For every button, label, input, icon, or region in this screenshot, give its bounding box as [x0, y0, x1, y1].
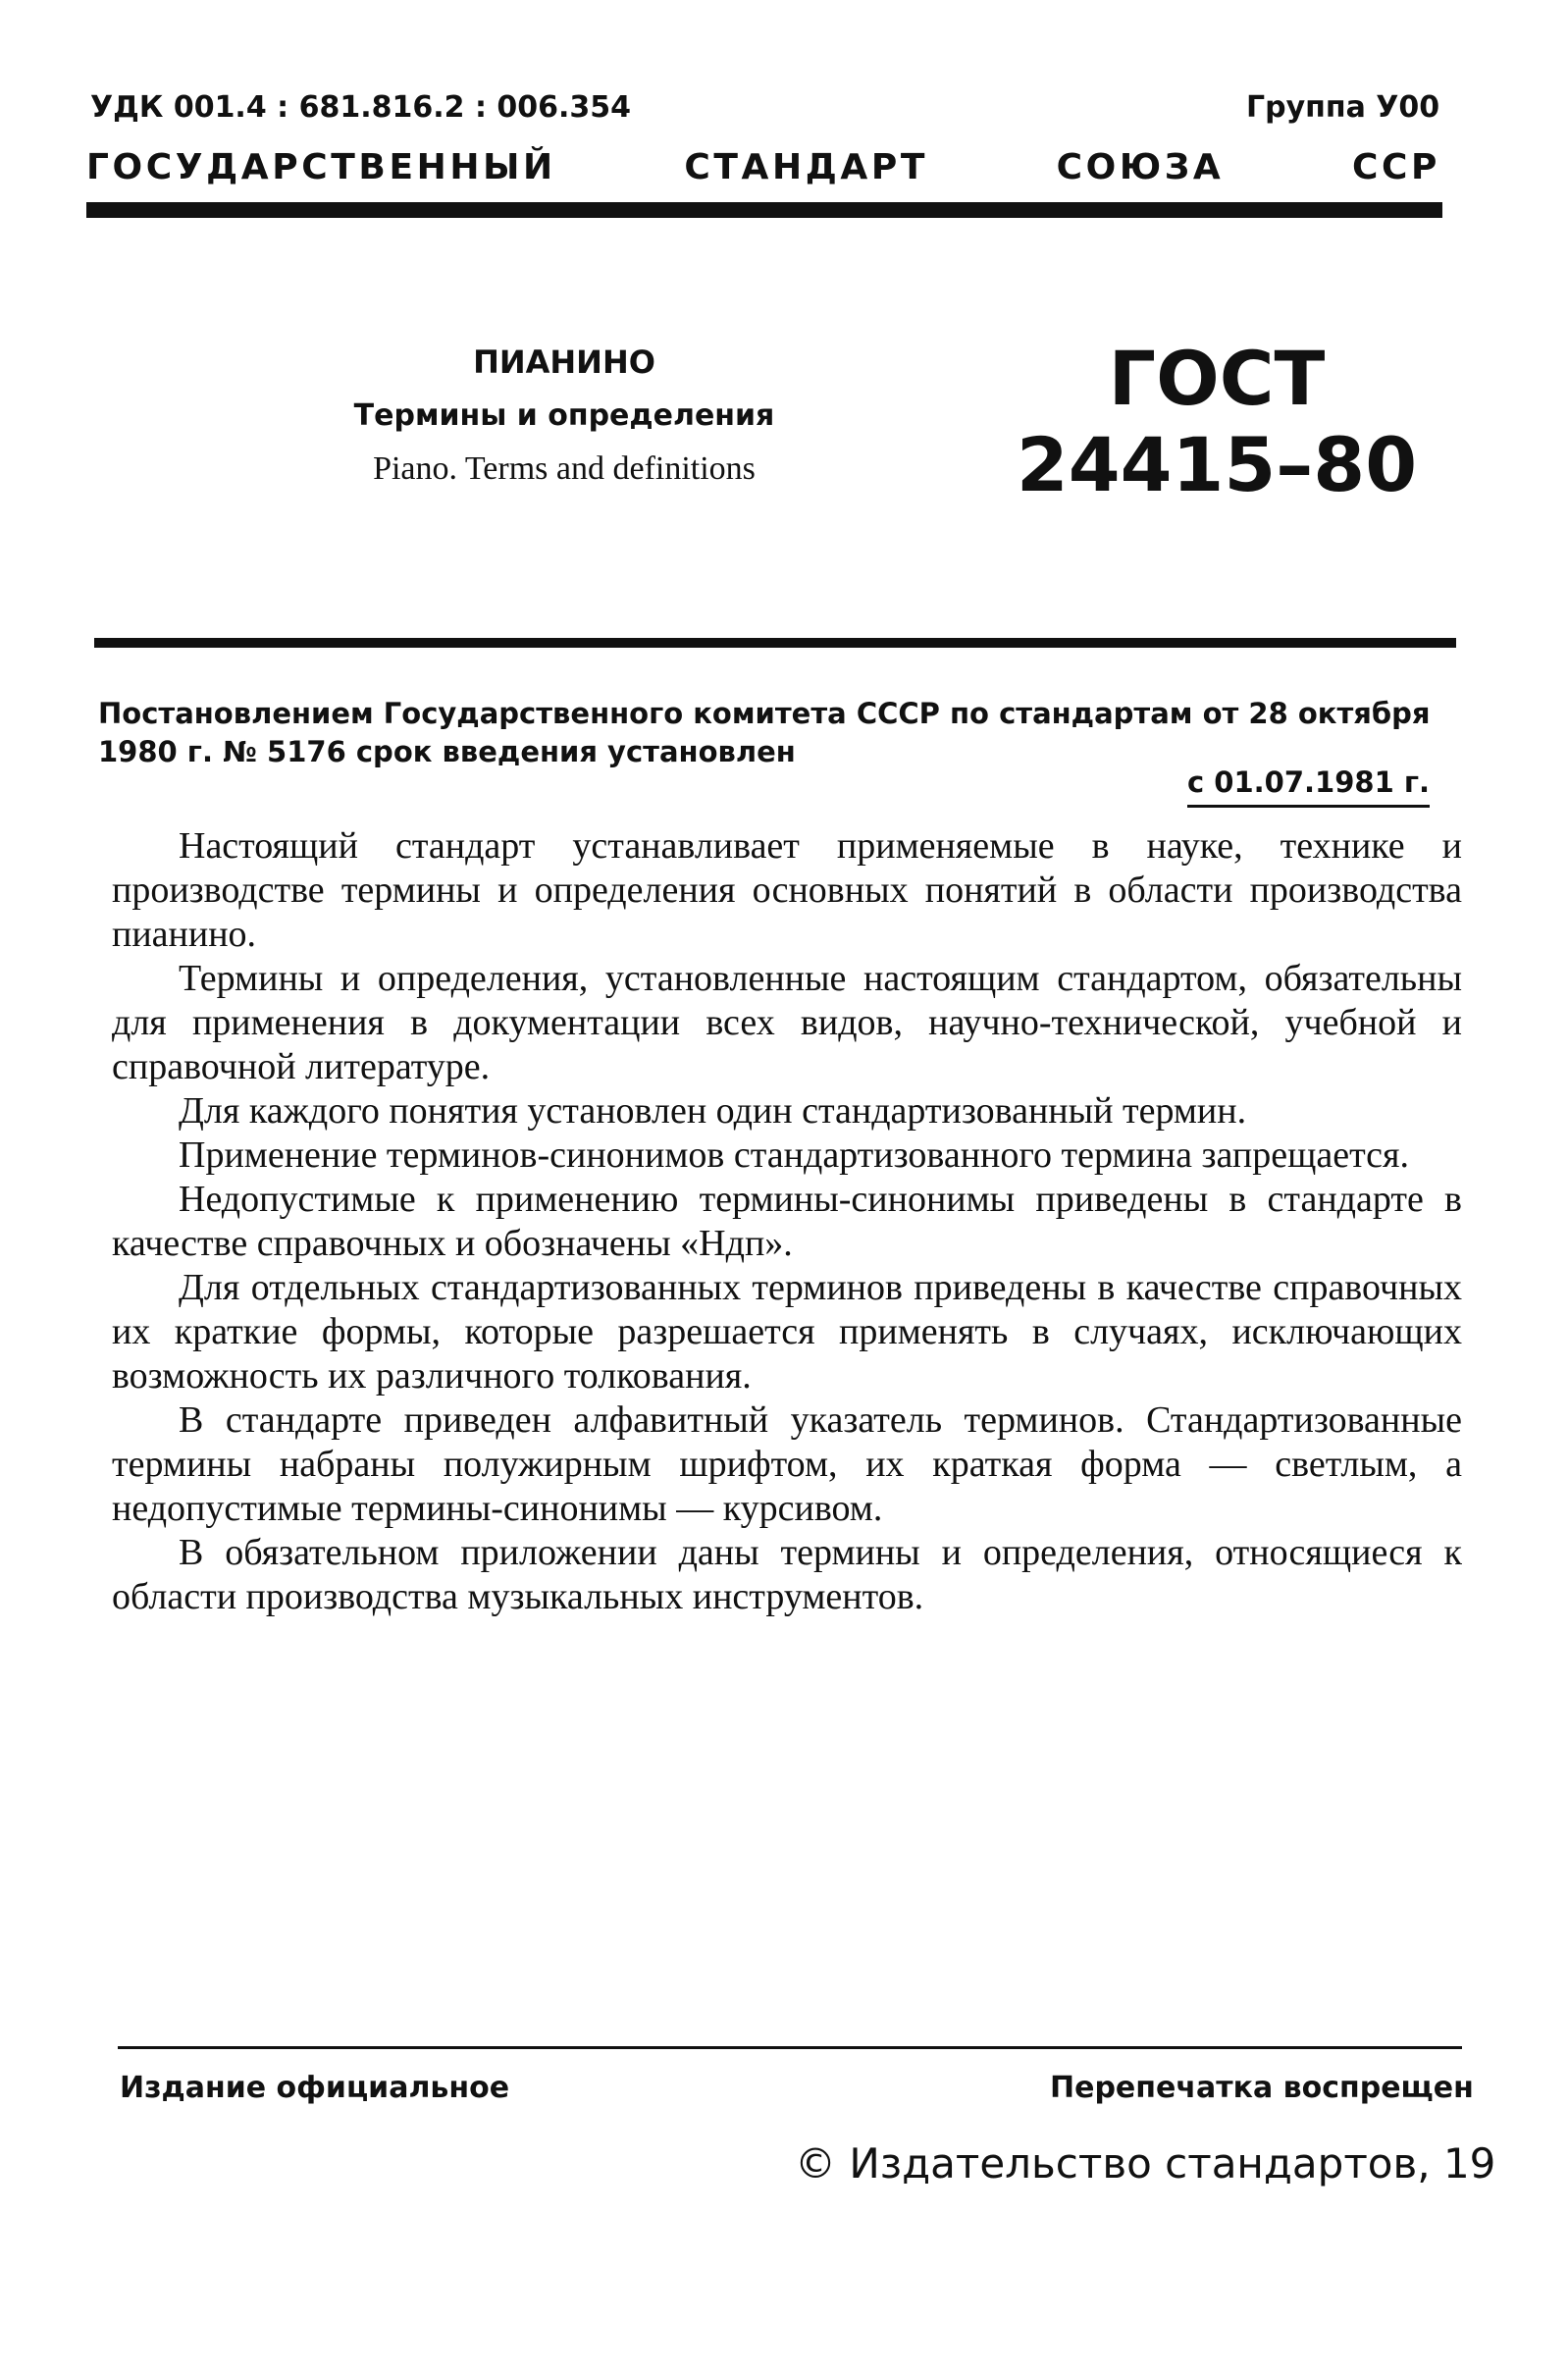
copyright-line: © Издательство стандартов, 19 [795, 2139, 1496, 2188]
top-rule [86, 202, 1442, 218]
middle-rule [94, 638, 1456, 648]
title-block [265, 343, 863, 488]
standard-number: 24415–80 [1016, 421, 1418, 509]
paragraph: В стандарте приведен алфавитный указатель терминов. Стандартизованные термины набраны полужирным шрифтом, их краткая форма — светлым, а недопустимые термины-синонимы — курсивом. [112, 1399, 1462, 1529]
bottom-rule [118, 2046, 1462, 2049]
document-title: ПИАНИНО [473, 343, 655, 381]
english-title: Piano. Terms and definitions [373, 450, 756, 487]
paragraph: Для каждого понятия установлен один стандартизованный термин. [179, 1090, 1247, 1132]
paragraph: Применение терминов-синонимов стандартизованного термина запрещается. [179, 1134, 1409, 1176]
udk-code: УДК 001.4 : 681.816.2 : 006.354 [90, 90, 632, 125]
paragraph: В обязательном приложении даны термины и определения, относящиеся к области производства музыкальных инструментов. [112, 1532, 1462, 1617]
paragraph: Для отдельных стандартизованных терминов приведены в качестве справочных их краткие формы, которые разрешается применять в случаях, исключающих возможность их различного толкования. [112, 1267, 1462, 1397]
document-subtitle: Термины и определения [353, 398, 775, 433]
banner-word: ССР [1351, 147, 1440, 187]
group-code: Группа У00 [1246, 90, 1440, 125]
standard-number-block [1001, 335, 1433, 509]
resolution-text: Постановлением Государственного комитета СССР по стандартам от 28 октября 1980 г. № 5176 срок введения установлен [98, 697, 1431, 769]
reprint-notice: Перепечатка воспрещен [1050, 2071, 1474, 2105]
official-edition-label: Издание официальное [120, 2071, 510, 2105]
banner-word: СТАНДАРТ [684, 147, 928, 187]
paragraph: Недопустимые к применению термины-синонимы приведены в стандарте в качестве справочных и обозначены «Ндп». [112, 1179, 1462, 1264]
paragraph: Настоящий стандарт устанавливает применяемые в науке, технике и производстве термины и определения основных понятий в области производства пианино. [112, 825, 1462, 955]
effective-date: с 01.07.1981 г. [1187, 765, 1430, 808]
body-text [112, 824, 1462, 1619]
banner-word: ГОСУДАРСТВЕННЫЙ [86, 147, 556, 187]
state-standard-banner [86, 147, 1440, 187]
paragraph: Термины и определения, установленные настоящим стандартом, обязательны для применения в документации всех видов, научно-технической, учебной и справочной литературе. [112, 958, 1462, 1087]
banner-word: СОЮЗА [1056, 147, 1225, 187]
standard-code: ГОСТ [1108, 335, 1326, 422]
